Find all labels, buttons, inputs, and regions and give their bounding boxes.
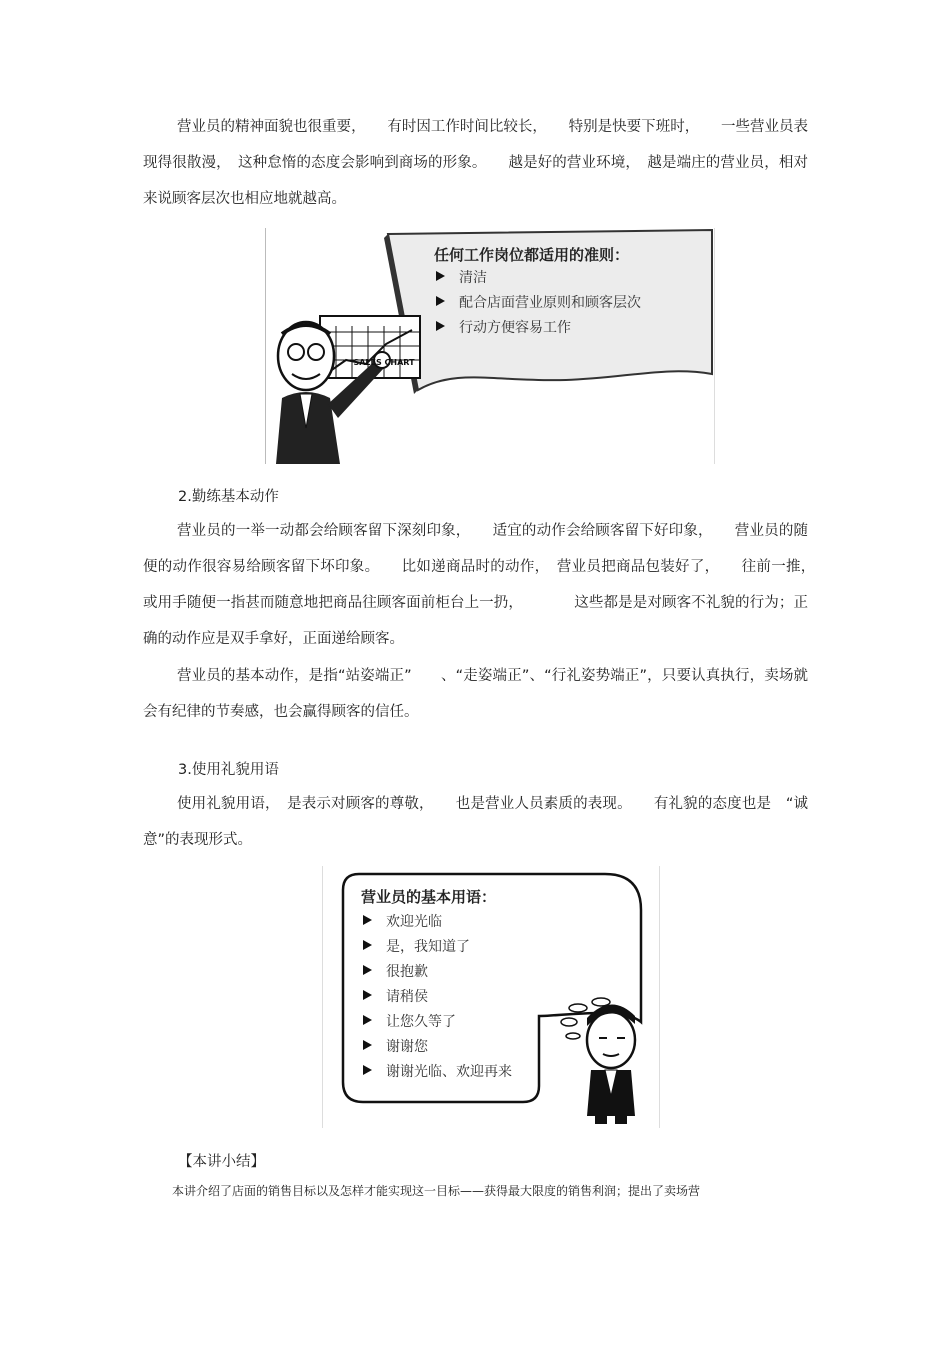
bullet-triangle-icon: [436, 321, 445, 331]
paragraph-basic-posture: 营业员的基本动作，是指“站姿端正” 、“走姿端正”、“行礼姿势端正”，只要认真执行，卖场就会有纪律的节奏感，也会赢得顾客的信任。: [143, 668, 808, 720]
summary-text: 本讲介绍了店面的销售目标以及怎样才能实现这一目标——获得最大限度的销售利润；提出了卖场营: [172, 1184, 701, 1198]
list-item: 谢谢您: [363, 1035, 512, 1060]
figure2-list: [363, 910, 512, 1085]
figure1-title: 任何工作岗位都适用的准则：: [434, 246, 630, 264]
list-item: 配合店面营业原则和顾客层次: [436, 291, 641, 316]
figure-basic-phrases: [322, 866, 660, 1128]
bullet-triangle-icon: [363, 1040, 372, 1050]
bullet-triangle-icon: [363, 915, 372, 925]
list-item: 让您久等了: [363, 1010, 512, 1035]
paragraph-polite: 使用礼貌用语， 是表示对顾客的尊敬， 也是营业人员素质的表现。 有礼貌的态度也是 “诚意”的表现形式。: [143, 796, 808, 848]
bullet-triangle-icon: [363, 1015, 372, 1025]
list-item: 是，我知道了: [363, 935, 512, 960]
heading-basic-actions: 2.勤练基本动作: [178, 489, 279, 505]
bullet-triangle-icon: [363, 940, 372, 950]
bullet-triangle-icon: [363, 1065, 372, 1075]
list-item: 清洁: [436, 266, 641, 291]
heading-polite-language: 3.使用礼貌用语: [178, 762, 279, 778]
bullet-triangle-icon: [363, 990, 372, 1000]
figure1-list: [436, 266, 641, 341]
bullet-triangle-icon: [436, 271, 445, 281]
list-item: 欢迎光临: [363, 910, 512, 935]
paragraph-actions: 营业员的一举一动都会给顾客留下深刻印象， 适宜的动作会给顾客留下好印象， 营业员的随便的动作很容易给顾客留下坏印象。 比如递商品时的动作， 营业员把商品包装好了， 往前一推， 或用手随便一指甚而随意地把商品往顾客面前柜台上一扔， 这些都是是对顾客不礼貌的行为；正确的动作应是双手拿好，正面递给顾客。: [143, 523, 823, 647]
list-item: 谢谢光临、欢迎再来: [363, 1060, 512, 1085]
list-item: 请稍侯: [363, 985, 512, 1010]
list-item: 很抱歉: [363, 960, 512, 985]
summary-heading: 【本讲小结】: [178, 1154, 265, 1170]
figure-work-principles: [265, 228, 715, 464]
bullet-triangle-icon: [363, 965, 372, 975]
bullet-triangle-icon: [436, 296, 445, 306]
paragraph-spirit: 营业员的精神面貌也很重要， 有时因工作时间比较长， 特别是快要下班时， 一些营业员表现得很散漫， 这种怠惰的态度会影响到商场的形象。 越是好的营业环境， 越是端庄的营业员，相对来说顾客层次也相应地就越高。: [143, 119, 808, 207]
figure2-title: 营业员的基本用语：: [361, 888, 497, 906]
sales-chart-label: SALES CHART: [353, 358, 415, 367]
list-item: 行动方便容易工作: [436, 316, 641, 341]
